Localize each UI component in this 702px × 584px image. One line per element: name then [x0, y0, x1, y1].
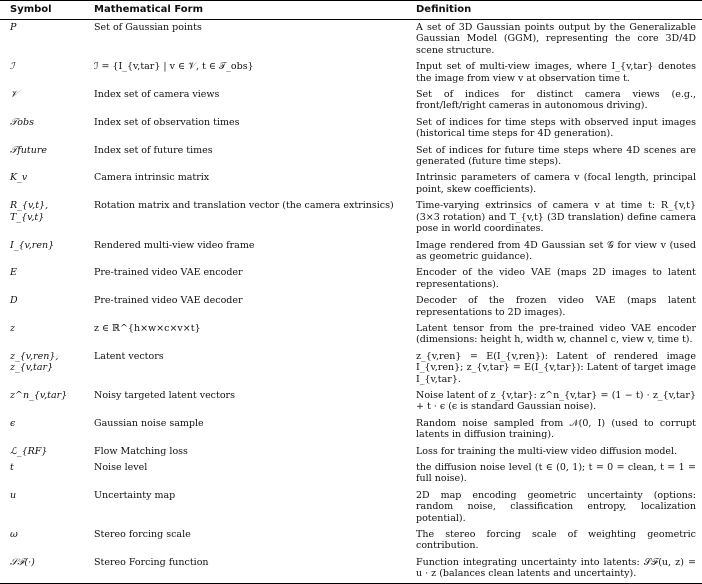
header-form: Mathematical Form: [84, 1, 406, 20]
form-cell: Index set of camera views: [94, 89, 220, 101]
form-cell: Stereo forcing scale: [94, 529, 191, 541]
symbol-cell: t: [10, 462, 14, 473]
form-cell: Noise level: [94, 462, 148, 473]
table-row: [0, 416, 702, 444]
definition-cell: Loss for training the multi-view video diffusion model.: [416, 445, 678, 457]
symbol-cell: I_{v,ren}: [10, 239, 55, 251]
definition-cell: A set of 3D Gaussian points output by the Generalizable Gaussian Model (GGM), representing the core 3D/4D scene structure.: [416, 22, 696, 56]
table-row: [0, 349, 702, 388]
definition-cell: Encoder of the video VAE (maps 2D images to latent representations).: [416, 267, 696, 290]
symbol-cell: 𝒮ℱ(·): [0, 555, 84, 583]
table-row: [0, 198, 702, 237]
definition-cell: z_{v,ren} = E(I_{v,ren}): Latent of rendered image I_{v,ren}; z_{v,tar} = E(I_{v,tar}): Latent of target image I_{v,tar}.: [416, 350, 696, 385]
definition-cell: Function integrating uncertainty into latents: 𝒮ℱ(u, z) = u · z (balances clean latents and uncertainty).: [406, 555, 702, 583]
form-cell: Uncertainty map: [94, 489, 176, 501]
definition-cell: Image rendered from 4D Gaussian set 𝒢 for view v (used as geometric guidance).: [416, 239, 696, 262]
table-row: [0, 321, 702, 349]
definition-cell: Random noise sampled from 𝒩(0, I) (used to corrupt latents in diffusion training).: [416, 417, 696, 441]
definition-cell: Time-varying extrinsics of camera v at time t: R_{v,t} (3×3 rotation) and T_{v,t} (3D translation) define camera pose in world coordinates.: [416, 200, 696, 235]
symbol-cell: 𝒱: [10, 89, 18, 101]
table-row: [0, 388, 702, 416]
header-row: [0, 1, 702, 20]
table-row: [0, 527, 702, 555]
table-row: [0, 59, 702, 87]
definition-cell: Decoder of the frozen video VAE (maps latent representations to 2D images).: [416, 295, 696, 318]
form-cell: ℐ = {I_{v,tar} | v ∈ 𝒱, t ∈ 𝒯_obs}: [94, 61, 254, 73]
form-cell: Index set of future times: [94, 144, 213, 156]
form-cell: Pre-trained video VAE encoder: [94, 267, 243, 279]
symbol-cell: u: [10, 489, 17, 501]
symbol-cell: K_v: [10, 172, 28, 184]
symbol-cell: D: [10, 295, 18, 307]
form-cell: Stereo Forcing function: [84, 555, 406, 583]
table-row: [0, 444, 702, 460]
form-cell: Rendered multi-view video frame: [94, 239, 255, 251]
form-cell: Noisy targeted latent vectors: [94, 389, 235, 401]
symbol-cell: P: [10, 22, 17, 33]
form-cell: Set of Gaussian points: [94, 22, 202, 33]
form-cell: Camera intrinsic matrix: [94, 172, 210, 184]
table-row: [0, 293, 702, 321]
table-row: [0, 265, 702, 293]
form-cell: Latent vectors: [94, 350, 164, 362]
definition-cell: Intrinsic parameters of camera v (focal length, principal point, skew coefficients).: [416, 172, 696, 195]
table-row: [0, 238, 702, 266]
symbol-cell: 𝒯obs: [10, 116, 34, 128]
table-row: [0, 143, 702, 171]
symbol-cell: ℐ: [10, 61, 15, 73]
symbol-cell: z_{v,ren}, z_{v,tar}: [10, 350, 59, 374]
table-row: [0, 115, 702, 143]
definition-cell: Set of indices for future time steps where 4D scenes are generated (future time steps).: [416, 144, 696, 168]
symbol-cell: R_{v,t}, T_{v,t}: [10, 200, 49, 223]
table-row: [0, 488, 702, 527]
symbol-cell: ω: [10, 529, 18, 541]
definition-cell: Latent tensor from the pre-trained video VAE encoder (dimensions: height h, width w, channel c, view v, time t).: [416, 322, 696, 346]
definition-cell: Input set of multi-view images, where I_{v,tar} denotes the image from view v at observation time t.: [416, 61, 696, 84]
symbol-cell: ℒ_{RF}: [10, 445, 48, 457]
symbol-cell: ϵ: [10, 417, 16, 429]
definition-cell: 2D map encoding geometric uncertainty (options: random noise, classification entropy, localization potential).: [416, 489, 696, 524]
table-row: [0, 460, 702, 488]
definition-cell: Set of indices for distinct camera views (e.g., front/left/right cameras in autonomous driving).: [416, 89, 696, 112]
form-cell: Gaussian noise sample: [94, 417, 204, 429]
form-cell: Index set of observation times: [94, 116, 240, 128]
form-cell: Rotation matrix and translation vector (the camera extrinsics): [94, 200, 394, 212]
form-cell: Flow Matching loss: [94, 445, 188, 457]
symbol-cell: z^n_{v,tar}: [10, 389, 68, 401]
form-cell: Pre-trained video VAE decoder: [94, 295, 243, 307]
symbol-cell: E: [10, 267, 17, 279]
table-row: [0, 170, 702, 198]
definition-cell: The stereo forcing scale of weighting geometric contribution.: [416, 529, 696, 552]
table-row: [0, 20, 702, 60]
table-row: [0, 87, 702, 115]
header-definition: Definition: [406, 1, 702, 20]
definition-cell: the diffusion noise level (t ∈ (0, 1); t = 0 = clean, t = 1 = full noise).: [416, 462, 696, 485]
header-symbol: Symbol: [0, 1, 84, 20]
table-row: [0, 555, 702, 583]
definition-cell: Noise latent of z_{v,tar}: z^n_{v,tar} = (1 − t) · z_{v,tar} + t · ϵ (ϵ is standard Gaussian noise).: [416, 389, 696, 413]
definition-cell: Set of indices for time steps with observed input images (historical time steps for 4D generation).: [416, 116, 696, 140]
form-cell: z ∈ ℝ^{h×w×c×v×t}: [94, 322, 201, 334]
symbol-cell: 𝒯future: [10, 144, 48, 156]
symbol-cell: z: [10, 322, 16, 334]
